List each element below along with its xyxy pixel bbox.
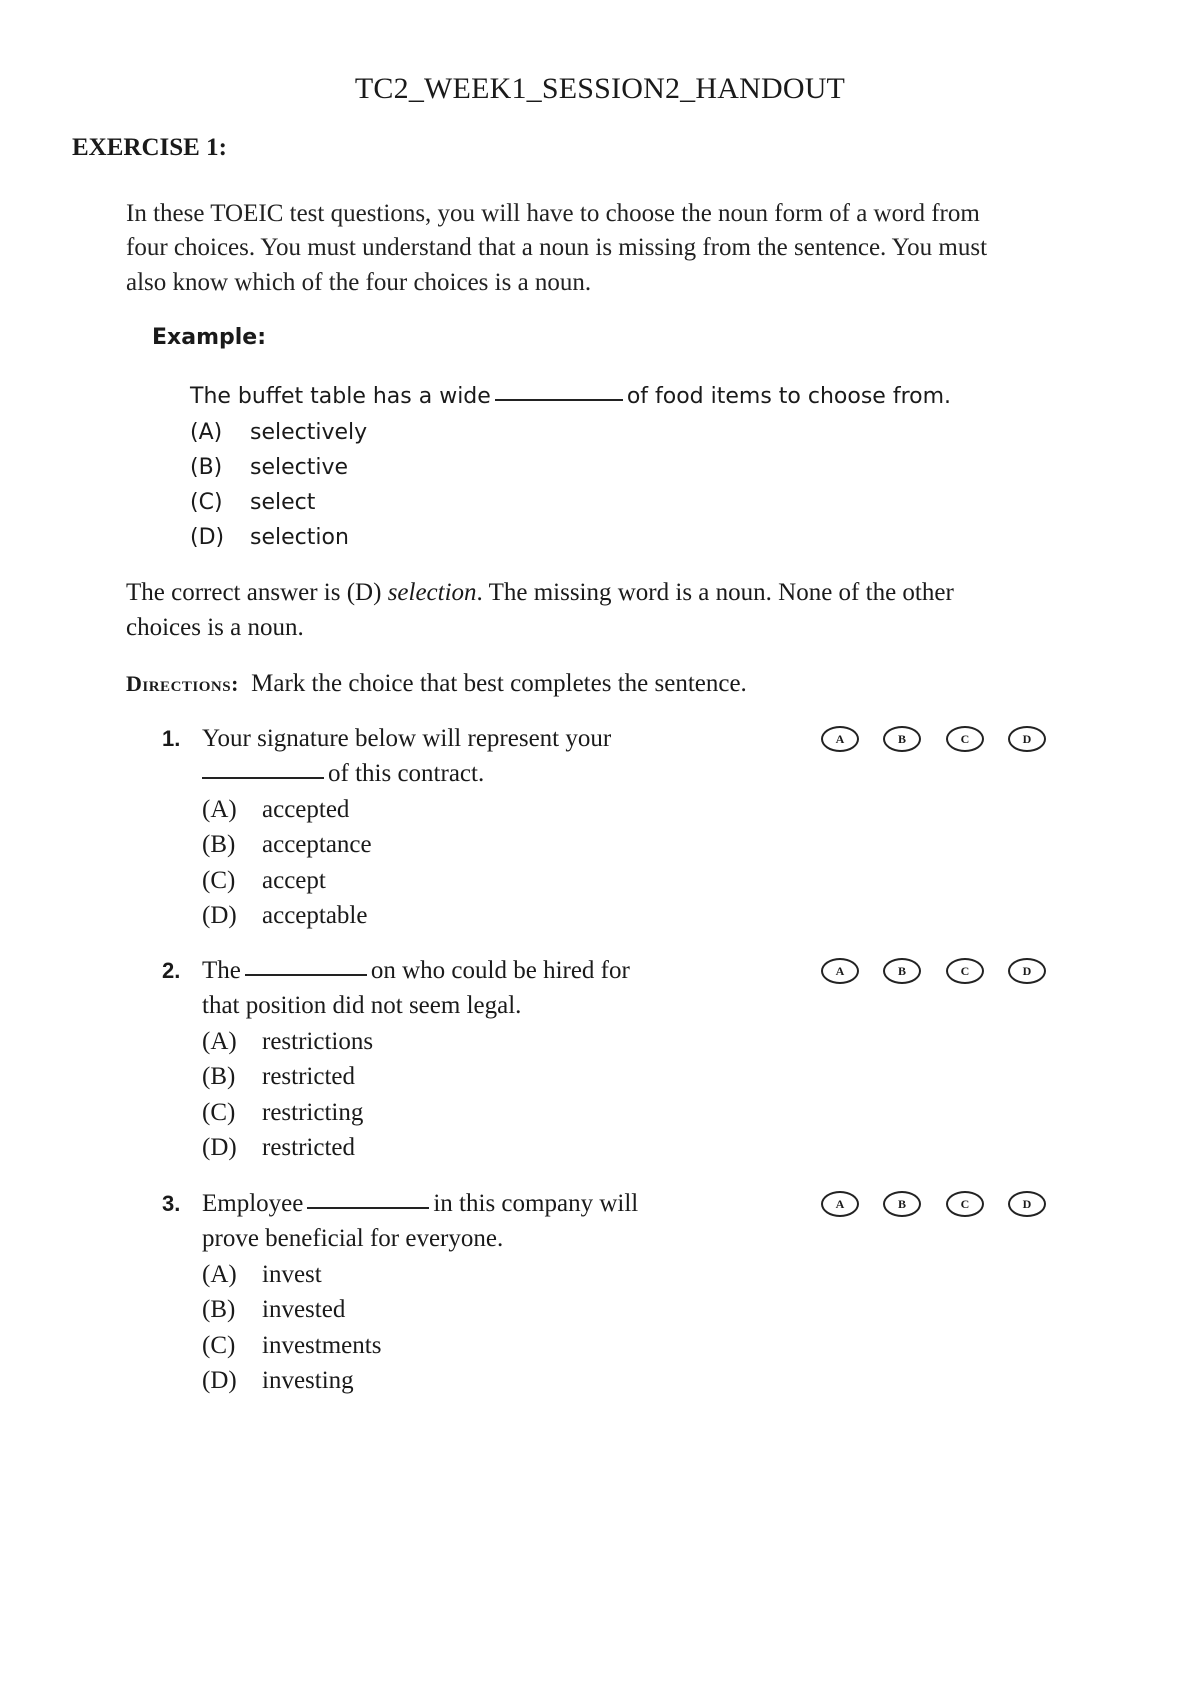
answer-text-start: The correct answer is (D) xyxy=(126,579,388,606)
option-text: investing xyxy=(262,1367,354,1394)
option-text: selective xyxy=(250,455,349,480)
option-text: restrictions xyxy=(262,1028,374,1055)
example-sentence xyxy=(190,384,951,409)
question-text: on who could be hired for xyxy=(370,957,630,984)
question-1-bubble-d[interactable]: D xyxy=(1008,726,1046,752)
question-3-bubble-a[interactable]: A xyxy=(821,1191,859,1217)
question-1-option-b xyxy=(202,831,372,859)
question-3-line-1 xyxy=(162,1190,638,1218)
option-text: invest xyxy=(262,1261,322,1288)
answer-blank xyxy=(307,1206,429,1209)
example-option-a xyxy=(190,420,367,445)
question-3-line-2: prove beneficial for everyone. xyxy=(202,1225,504,1252)
answer-line-1 xyxy=(126,579,954,607)
question-3-bubble-d[interactable]: D xyxy=(1008,1191,1046,1217)
question-3-option-b xyxy=(202,1296,345,1324)
option-text: accepted xyxy=(262,796,350,823)
option-text: invested xyxy=(262,1296,346,1323)
question-2-line-2: that position did not seem legal. xyxy=(202,992,522,1019)
question-2-option-d xyxy=(202,1134,355,1162)
intro-line-1: In these TOEIC test questions, you will have to choose the noun form of a word from xyxy=(126,200,980,227)
question-1-bubble-c[interactable]: C xyxy=(946,726,984,752)
option-letter: (B) xyxy=(202,1063,236,1090)
option-text: acceptable xyxy=(262,902,368,929)
option-letter: (A) xyxy=(190,420,223,445)
question-2-bubble-a[interactable]: A xyxy=(821,958,859,984)
question-number: 3. xyxy=(162,1191,181,1216)
option-letter: (D) xyxy=(202,1134,237,1161)
question-1-option-d xyxy=(202,902,367,930)
example-sentence-start: The buffet table has a wide xyxy=(190,384,491,409)
option-text: investments xyxy=(262,1332,382,1359)
question-1-option-c xyxy=(202,867,326,895)
question-text: of this contract. xyxy=(328,760,485,787)
question-1-line-1 xyxy=(162,725,611,753)
question-2-line-1 xyxy=(162,957,630,985)
option-letter: (C) xyxy=(190,490,223,515)
option-letter: (C) xyxy=(202,1332,236,1359)
question-1-bubble-b[interactable]: B xyxy=(883,726,921,752)
answer-line-2: choices is a noun. xyxy=(126,614,304,641)
option-letter: (D) xyxy=(202,902,237,929)
option-text: select xyxy=(250,490,316,515)
question-2-option-a xyxy=(202,1028,373,1056)
option-text: selectively xyxy=(250,420,368,445)
answer-blank xyxy=(202,776,324,779)
question-text: Your signature below will represent your xyxy=(202,725,612,752)
answer-blank xyxy=(245,973,367,976)
answer-blank xyxy=(495,398,623,401)
question-1-bubble-a[interactable]: A xyxy=(821,726,859,752)
question-2-bubble-d[interactable]: D xyxy=(1008,958,1046,984)
option-letter: (A) xyxy=(202,1261,237,1288)
option-letter: (B) xyxy=(190,455,223,480)
question-number: 1. xyxy=(162,726,181,751)
question-1-option-a xyxy=(202,796,349,824)
option-letter: (B) xyxy=(202,1296,236,1323)
question-text: in this company will xyxy=(433,1190,639,1217)
exercise-heading: EXERCISE 1: xyxy=(72,134,227,161)
question-text: The xyxy=(202,957,241,984)
option-text: accept xyxy=(262,867,326,894)
question-3-option-d xyxy=(202,1367,354,1395)
answer-italic-word: selection xyxy=(387,579,477,606)
option-text: restricted xyxy=(262,1063,356,1090)
question-2-bubble-c[interactable]: C xyxy=(946,958,984,984)
example-sentence-end: of food items to choose from. xyxy=(626,384,952,409)
question-3-bubble-b[interactable]: B xyxy=(883,1191,921,1217)
question-2-bubble-b[interactable]: B xyxy=(883,958,921,984)
answer-text-end: . The missing word is a noun. None of the other xyxy=(476,579,954,606)
option-text: restricting xyxy=(262,1099,364,1126)
option-letter: (C) xyxy=(202,1099,236,1126)
option-letter: (A) xyxy=(202,1028,237,1055)
question-2-option-c xyxy=(202,1099,363,1127)
example-label: Example: xyxy=(152,325,266,350)
intro-line-2: four choices. You must understand that a noun is missing from the sentence. You must xyxy=(126,234,988,261)
option-text: restricted xyxy=(262,1134,356,1161)
directions-label: Directions: xyxy=(126,671,239,696)
example-option-d xyxy=(190,525,349,550)
question-number: 2. xyxy=(162,958,181,983)
intro-line-3: also know which of the four choices is a noun. xyxy=(126,269,592,296)
option-letter: (B) xyxy=(202,831,236,858)
option-text: acceptance xyxy=(262,831,372,858)
option-letter: (C) xyxy=(202,867,236,894)
example-option-b xyxy=(190,455,348,480)
option-letter: (D) xyxy=(190,525,225,550)
page-title: TC2_WEEK1_SESSION2_HANDOUT xyxy=(354,72,846,105)
example-option-c xyxy=(190,490,315,515)
question-2-option-b xyxy=(202,1063,355,1091)
question-text: Employee xyxy=(202,1190,304,1217)
directions-text: Mark the choice that best completes the sentence. xyxy=(251,670,747,697)
directions xyxy=(126,670,747,698)
question-3-option-c xyxy=(202,1332,381,1360)
question-3-option-a xyxy=(202,1261,322,1289)
option-letter: (D) xyxy=(202,1367,237,1394)
question-1-line-2 xyxy=(202,760,484,788)
option-text: selection xyxy=(250,525,349,550)
option-letter: (A) xyxy=(202,796,237,823)
question-3-bubble-c[interactable]: C xyxy=(946,1191,984,1217)
